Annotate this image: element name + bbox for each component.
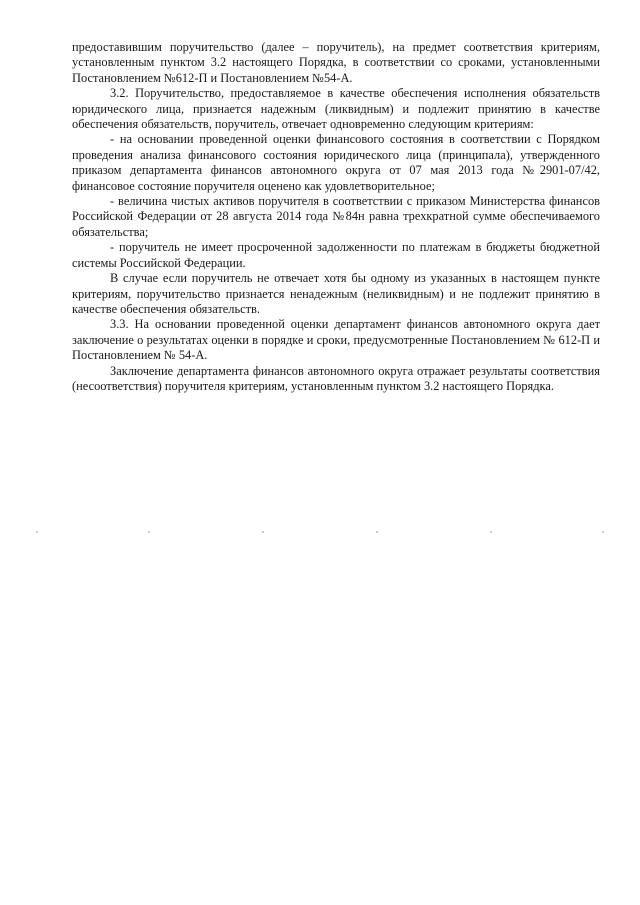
criterion-net-assets: - величина чистых активов поручителя в соответствии с приказом Министерства финансов Российской Федерации от 28 августа 2014 года №84н равна трехкратной сумме обеспечиваемого обязательства;	[72, 194, 600, 239]
paragraph-3-2: 3.2. Поручительство, предоставляемое в качестве обеспечения исполнения обязательств юридического лица, признается надежным (ликвидным) и подлежит принятию в качестве обеспечения обязательств, поручитель, отвечает одновременно следующим критериям:	[72, 86, 600, 132]
paragraph-conclusion: Заключение департамента финансов автономного округа отражает результаты соответствия (несоответствия) поручителя критериям, установленным пунктом 3.2 настоящего Порядка.	[72, 363, 600, 393]
scan-fold-dots	[30, 531, 610, 535]
paragraph-continuation: предоставившим поручительство (далее – поручитель), на предмет соответствия критериям, установленным пунктом 3.2 настоящего Порядка, в соответствии со сроками, установленными Постановлением №612-П и Постановлением №54-А.	[72, 40, 600, 85]
criterion-financial-state: - на основании проведенной оценки финансового состояния в соответствии с Порядком проведения анализа финансового состояния юридического лица (принципала), утвержденного приказом департамента финансов автономного округа от 07 мая 2013 года №2901-07/42, финансовое состояние поручителя оценено как удовлетворительное;	[72, 132, 600, 193]
document-body	[72, 40, 600, 394]
scan-dot	[376, 531, 378, 533]
criterion-no-overdue-debt: - поручитель не имеет просроченной задолженности по платежам в бюджеты бюджетной системы Российской Федерации.	[72, 240, 600, 270]
scan-dot	[602, 531, 604, 533]
scan-dot	[148, 531, 150, 533]
scan-dot	[36, 531, 38, 533]
paragraph-nonconformance: В случае если поручитель не отвечает хотя бы одному из указанных в настоящем пункте критериям, поручительство признается ненадежным (неликвидным) и не подлежит принятию в качестве обеспечения обязательств.	[72, 271, 600, 316]
paragraph-3-3: 3.3. На основании проведенной оценки департамент финансов автономного округа дает заключение о результатах оценки в порядке и сроки, предусмотренные Постановлением № 612-П и Постановлением № 54-А.	[72, 317, 600, 363]
scan-dot	[262, 531, 264, 533]
scan-dot	[490, 531, 492, 533]
